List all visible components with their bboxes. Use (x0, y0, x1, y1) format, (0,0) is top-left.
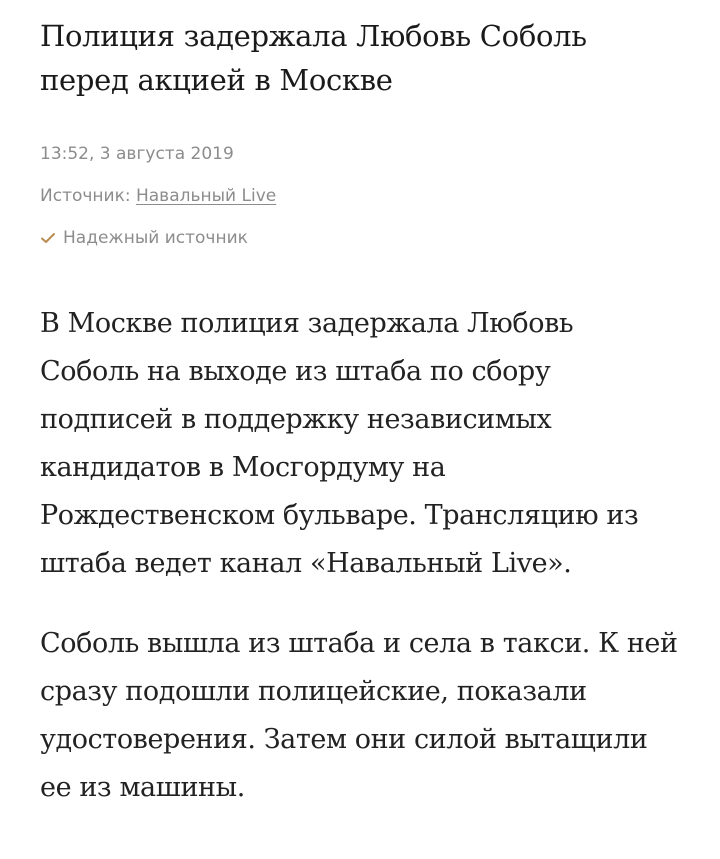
check-icon (40, 230, 56, 246)
article-paragraph-1: В Москве полиция задержала Любовь Соболь на выходе из штаба по сбору подписей в поддержку независимых кандидатов в Мосгордуму на Рождественском бульваре. Трансляцию из штаба ведет канал «Навальный Live». (40, 308, 639, 579)
trusted-source-label: Надежный источник (63, 228, 248, 248)
article-timestamp: 13:52, 3 августа 2019 (40, 144, 234, 164)
source-row (40, 186, 276, 206)
trusted-source-badge (40, 228, 248, 248)
source-link[interactable]: Навальный Live (135, 186, 277, 206)
source-label: Источник: (40, 186, 131, 206)
article-title: Полиция задержала Любовь Соболь перед акцией в Москве (40, 19, 587, 97)
article-body (40, 300, 680, 844)
article-paragraph-2: Соболь вышла из штаба и села в такси. К ней сразу подошли полицейские, показали удостоверения. Затем они силой вытащили ее из машины. (40, 628, 678, 803)
article (40, 0, 700, 803)
